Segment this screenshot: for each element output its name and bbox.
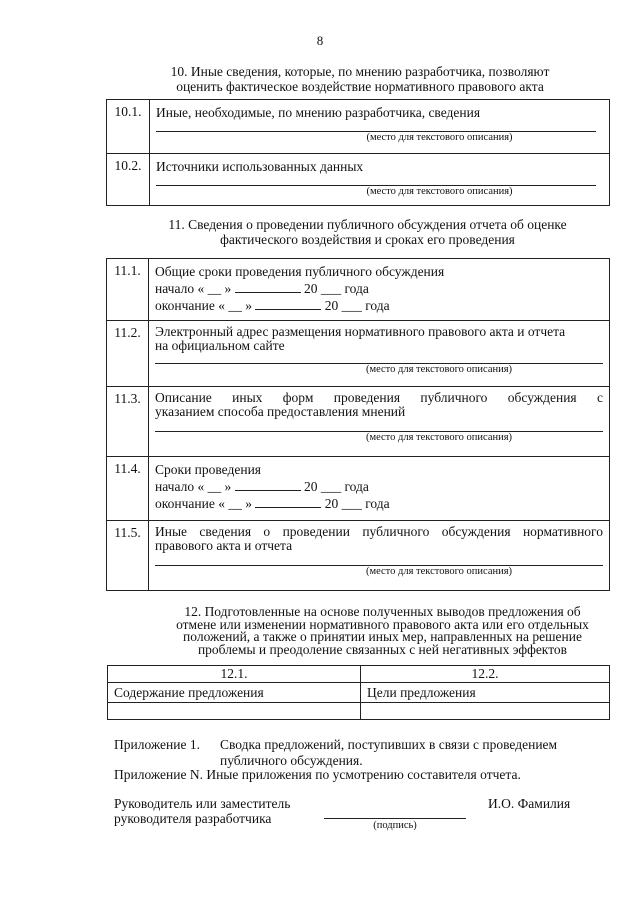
section-12-heading bbox=[160, 606, 605, 656]
signature-role bbox=[114, 796, 290, 826]
start-date-year: 20 ___ года bbox=[303, 479, 369, 494]
row-text-line1: Иные сведения о проведении публичного обсуждения нормативного bbox=[155, 524, 603, 539]
field-caption: (место для текстового описания) bbox=[365, 566, 513, 577]
appendix-1-text-line2: публичного обсуждения. bbox=[220, 753, 363, 768]
row-text: Сроки проведения bbox=[155, 462, 262, 477]
section-10-title-line1: 10. Иные сведения, которые, по мнению разработчика, позволяют bbox=[170, 64, 550, 79]
start-date-field[interactable] bbox=[155, 478, 603, 495]
signature-caption: (подпись) bbox=[373, 820, 417, 831]
start-date-prefix: начало « __ » bbox=[155, 479, 232, 494]
end-date-field[interactable] bbox=[155, 495, 603, 512]
end-date-year: 20 ___ года bbox=[324, 298, 390, 313]
row-body bbox=[149, 457, 610, 521]
proposal-goals-cell[interactable] bbox=[361, 703, 610, 720]
start-date-blank[interactable] bbox=[235, 490, 301, 491]
column-number-12-2: 12.2. bbox=[361, 666, 610, 683]
row-text-line1: Описание иных форм проведения публичного обсуждения с bbox=[155, 390, 603, 405]
table-row bbox=[107, 321, 610, 387]
section-12-title-line: отмене или изменении нормативного правового акта или его отдельных bbox=[176, 616, 589, 632]
row-text: Иные, необходимые, по мнению разработчика, сведения bbox=[156, 105, 481, 120]
section-10-heading bbox=[140, 64, 580, 94]
text-input-line[interactable] bbox=[155, 353, 603, 364]
table-row bbox=[107, 154, 610, 206]
row-text: Общие сроки проведения публичного обсуждения bbox=[155, 264, 445, 279]
section-11-table bbox=[106, 258, 610, 591]
appendix-1-label: Приложение 1. bbox=[114, 737, 200, 752]
row-number: 10.2. bbox=[107, 154, 150, 206]
signature-role-line2: руководителя разработчика bbox=[114, 811, 272, 826]
start-date-field[interactable] bbox=[155, 280, 603, 297]
row-body bbox=[149, 321, 610, 387]
row-number: 11.2. bbox=[107, 321, 149, 387]
proposal-content-cell[interactable] bbox=[108, 703, 361, 720]
table-row bbox=[107, 457, 610, 521]
text-input-line[interactable] bbox=[156, 175, 596, 186]
section-11-title-line2: фактического воздействия и сроках его проведения bbox=[220, 232, 515, 247]
row-number: 11.5. bbox=[107, 521, 149, 591]
section-12-title-line: проблемы и преодоление связанных с ней негативных эффектов bbox=[197, 641, 568, 657]
row-number: 10.1. bbox=[107, 100, 150, 154]
appendix-1-text-line1: Сводка предложений, поступивших в связи с проведением bbox=[220, 737, 558, 752]
column-number-12-1: 12.1. bbox=[108, 666, 361, 683]
section-12-title-line: положений, а также о принятии иных мер, направленных на решение bbox=[183, 629, 582, 644]
row-body bbox=[150, 154, 610, 206]
section-10-table bbox=[106, 99, 610, 206]
row-number: 11.1. bbox=[107, 259, 149, 321]
table-row bbox=[107, 100, 610, 154]
field-caption: (место для текстового описания) bbox=[366, 186, 513, 197]
table-label-row bbox=[108, 683, 610, 703]
row-number: 11.4. bbox=[107, 457, 149, 521]
table-row bbox=[108, 703, 610, 720]
start-date-year: 20 ___ года bbox=[303, 281, 369, 296]
row-text-line2: на официальном сайте bbox=[155, 338, 285, 353]
row-text: Источники использованных данных bbox=[156, 159, 364, 174]
section-11-heading bbox=[140, 217, 595, 247]
table-row bbox=[107, 259, 610, 321]
signature-role-line1: Руководитель или заместитель bbox=[114, 796, 291, 811]
text-input-line[interactable] bbox=[155, 419, 603, 432]
table-header-row bbox=[108, 666, 610, 683]
row-body bbox=[149, 387, 610, 457]
row-body bbox=[149, 259, 610, 321]
field-caption: (место для текстового описания) bbox=[365, 364, 513, 375]
row-body bbox=[150, 100, 610, 154]
start-date-prefix: начало « __ » bbox=[155, 281, 232, 296]
field-caption: (место для текстового описания) bbox=[366, 132, 513, 143]
signature-name: И.О. Фамилия bbox=[488, 796, 571, 811]
start-date-blank[interactable] bbox=[235, 292, 301, 293]
end-date-prefix: окончание « __ » bbox=[155, 496, 252, 511]
field-caption: (место для текстового описания) bbox=[365, 432, 513, 443]
row-text-line1: Электронный адрес размещения нормативного правового акта и отчета bbox=[155, 324, 566, 339]
row-number: 11.3. bbox=[107, 387, 149, 457]
section-10-title-line2: оценить фактическое воздействие нормативного правового акта bbox=[176, 79, 544, 94]
column-label-goals: Цели предложения bbox=[361, 683, 610, 703]
appendix-n: Приложение N. Иные приложения по усмотрению составителя отчета. bbox=[114, 767, 521, 782]
signature-line[interactable] bbox=[324, 818, 466, 819]
section-12-title-line: 12. Подготовленные на основе полученных выводов предложения об bbox=[184, 604, 581, 619]
page-number: 8 bbox=[316, 33, 324, 48]
appendix-1 bbox=[114, 737, 614, 769]
text-input-line[interactable] bbox=[155, 553, 603, 566]
column-label-content: Содержание предложения bbox=[108, 683, 361, 703]
end-date-prefix: окончание « __ » bbox=[155, 298, 252, 313]
section-12-table bbox=[107, 665, 610, 720]
end-date-blank[interactable] bbox=[255, 309, 321, 310]
end-date-year: 20 ___ года bbox=[324, 496, 390, 511]
section-11-title-line1: 11. Сведения о проведении публичного обсуждения отчета об оценке bbox=[168, 217, 567, 232]
end-date-blank[interactable] bbox=[255, 507, 321, 508]
row-text-line2: правового акта и отчета bbox=[155, 538, 293, 553]
table-row bbox=[107, 521, 610, 591]
text-input-line[interactable] bbox=[156, 121, 596, 132]
end-date-field[interactable] bbox=[155, 297, 603, 314]
row-text-line2: указанием способа предоставления мнений bbox=[155, 404, 406, 419]
table-row bbox=[107, 387, 610, 457]
row-body bbox=[149, 521, 610, 591]
